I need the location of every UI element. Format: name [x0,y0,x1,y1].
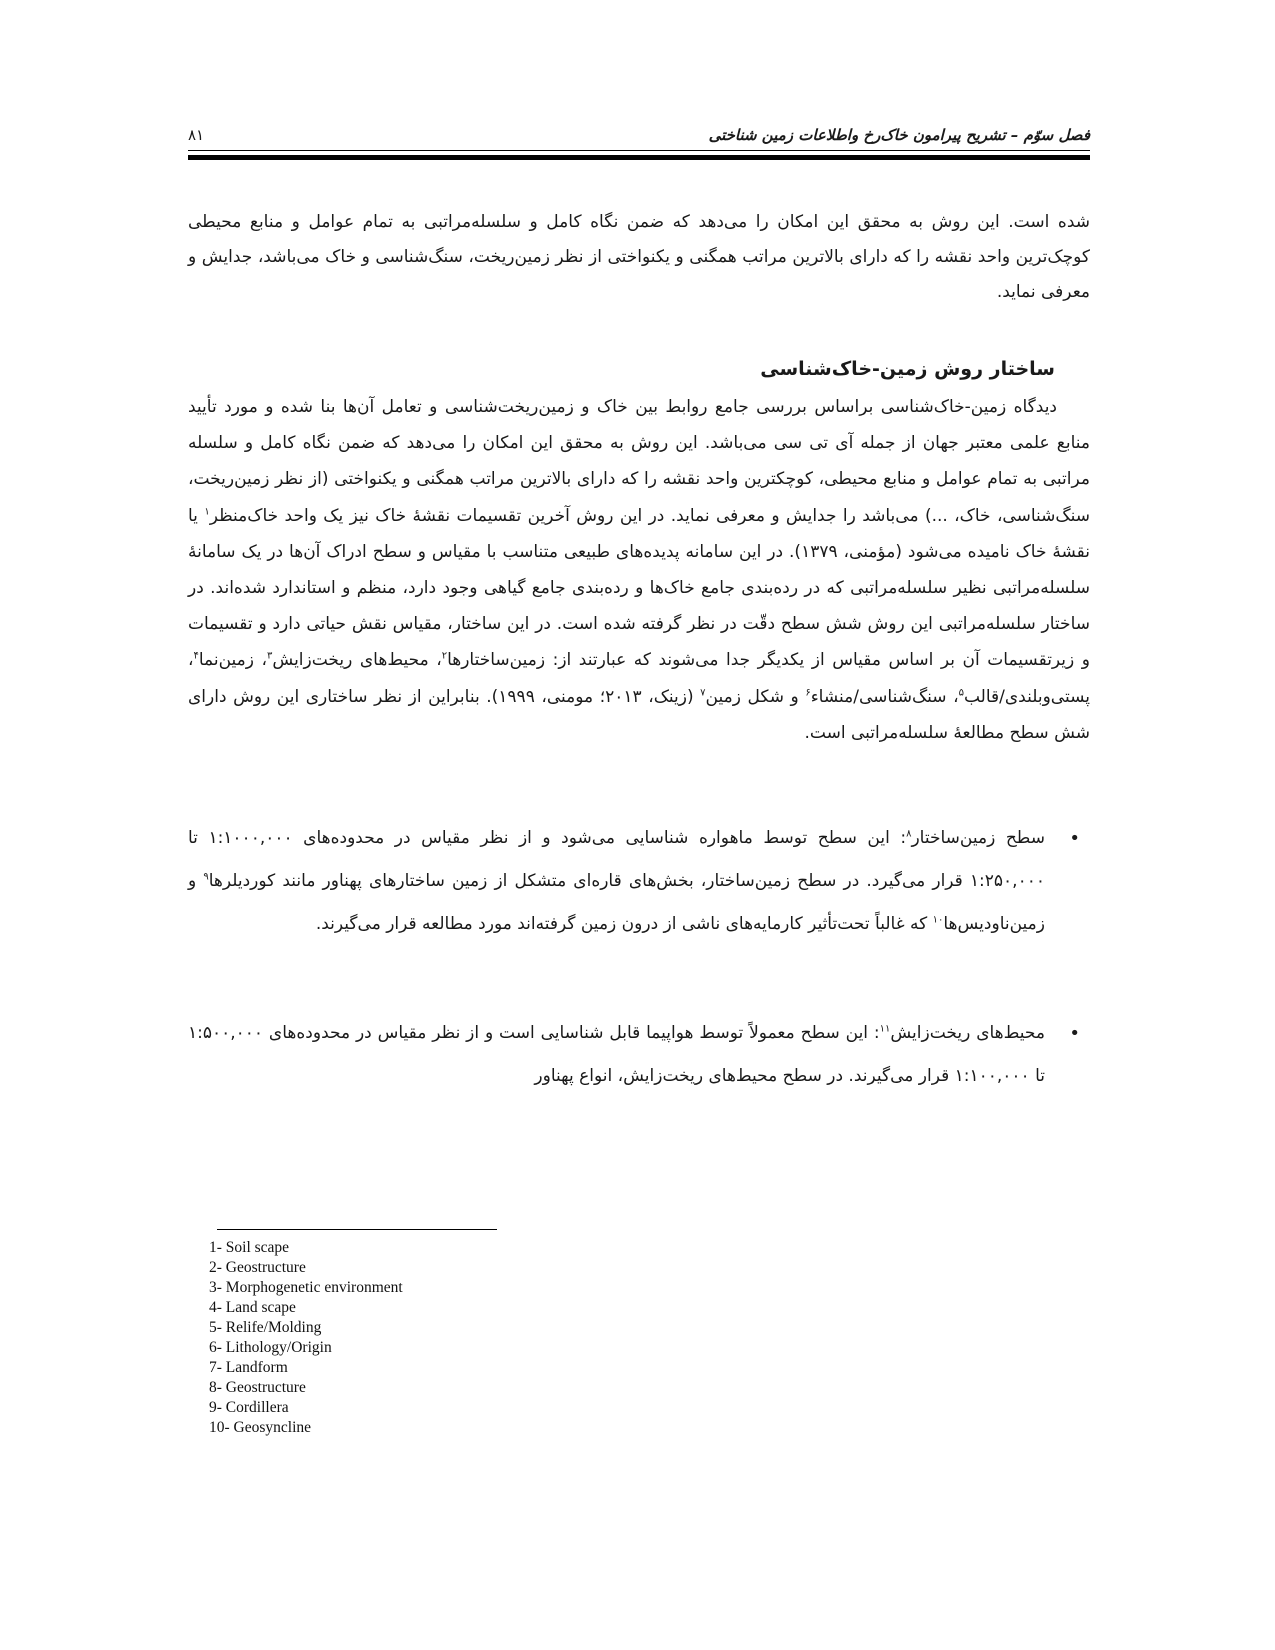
footnote-item: 6- Lithology/Origin [209,1339,332,1356]
footnote-item: 1- Soil scape [209,1239,290,1256]
footnote-item: 9- Cordillera [209,1399,289,1416]
footnote-ref: ۲ [441,650,448,662]
footnote-ref: ۵ [958,686,964,698]
main-paragraph: دیدگاه زمین-خاک‌شناسی براساس بررسی جامع روابط بین خاک و زمین‌ریخت‌شناسی و تعامل آن‌ها بنا شده و مورد تأیید منابع علمی معتبر جهان از جمله آی تی سی می‌باشد. این روش به محقق این امکان را می‌دهد که ضمن نگاه کامل و سلسله مراتبی به تمام عوامل و منابع محیطی، کوچکترین واحد نقشه را که دارای بالاترین مراتب همگنی و یکنواختی (از نظر زمین‌ریخت، سنگ‌شناسی، خاک، ...) می‌باشد را جدایش و معرفی نماید. در این روش آخرین تقسیمات نقشهٔ خاک نیز یک واحد خاک‌منظر$^۱$ یا نقشهٔ خاک نامیده می‌شود (مؤمنی، ۱۳۷۹). در این سامانه پدیده‌های طبیعی متناسب با مقیاس و سطح ادراک آن‌ها در یک سامانهٔ سلسله‌مراتبی نظیر سلسله‌مراتبی که در رده‌بندی جامع خاک‌ها و رده‌بندی جامع گیاهی وجود دارد، منظم و استاندارد شده‌اند. در ساختار سلسله‌مراتبی این روش شش سطح دقّت در نظر گرفته شده است. در این ساختار، مقیاس نقش حیاتی دارد و تقسیمات و زیرتقسیمات آن بر اساس مقیاس از یکدیگر جدا می‌شوند که عبارتند از: زمین‌ساختارها$^۲$، محیط‌های ریخت‌زایش$^۳$، زمین‌نما$^۴$، پستی‌وبلندی/قالب$^۵$، سنگ‌شناسی/منشاء$^۶$ و شکل زمین$^۷$ (زینک، ۲۰۱۳؛ مومنی، ۱۹۹۹). بنابراین از نظر ساختاری این روش دارای شش سطح مطالعهٔ سلسله‌مراتبی است. [188,397,1091,743]
header-rule-thin [188,150,1090,151]
page-header [188,124,1090,166]
bullet-morphogenetic: • محیط‌های ریخت‌زایش$^{۱۱}$: این سطح معمولاً توسط هواپیما قابل شناسایی است و از نظر مقیاس در محدوده‌های ۱:۵۰۰,۰۰۰ تا ۱:۱۰۰,۰۰۰ قرار می‌گیرند. در سطح محیط‌های ریخت‌زایش، انواع پهناور [188,1012,1090,1098]
footnote-item: 5- Relife/Molding [209,1319,322,1336]
footnote-ref: ۱۱ [879,1023,891,1035]
section-heading: ساختار روش زمین-خاک‌شناسی [760,358,1055,380]
footnote-ref: ۷ [700,686,706,698]
footnote-item: 2- Geostructure [209,1259,306,1276]
footnote-ref: ۱ [204,505,210,517]
footnote-ref: ۳ [267,650,273,662]
bullet-dot-icon: • [1069,1023,1080,1044]
bullet-dot-icon: • [1069,828,1080,849]
footnote-item: 7- Landform [209,1359,288,1376]
footnote-ref: ۹ [203,871,209,883]
intro-paragraph: شده است. این روش به محقق این امکان را می‌دهد که ضمن نگاه کامل و سلسله‌مراتبی به تمام عوامل و منابع محیطی کوچک‌ترین واحد نقشه را که دارای بالاترین مراتب همگنی و یکنواختی از نظر زمین‌ریخت، سنگ‌شناسی و خاک می‌باشد، جدایش و معرفی نماید. [188,212,1090,302]
header-rule-thick [188,155,1090,160]
footnote-separator [217,1229,497,1230]
footnote-item: 4- Land scape [209,1299,296,1316]
footnote-ref: ۱۰ [932,914,944,926]
page-number: ۸۱ [188,126,205,144]
footnote-item: 8- Geostructure [209,1379,306,1396]
footnote-item: 3- Morphogenetic environment [209,1279,403,1296]
footnote-ref: ۴ [193,650,199,662]
footnotes-list [209,1238,403,1438]
footnote-ref: ۶ [805,686,811,698]
chapter-title: فصل سوّم – تشریح پیرامون خاک‌رخ واطلاعات زمین شناختی [708,126,1090,144]
footnote-item: 10- Geosyncline [209,1419,312,1436]
bullet-geostructure: • سطح زمین‌ساختار$^۸$: این سطح توسط ماهواره شناسایی می‌شود و از نظر مقیاس در محدوده‌های ۱:۱۰۰۰,۰۰۰ تا ۱:۲۵۰,۰۰۰ قرار می‌گیرد. در سطح زمین‌ساختار، بخش‌های قاره‌ای متشکل از زمین ساختارهای پهناور مانند کوردیلرها$^۹$ و زمین‌ناودیس‌ها$^{۱۰}$ که غالباً تحت‌تأثیر کارمایه‌های ناشی از درون زمین گرفته‌اند مورد مطالعه قرار می‌گیرند. [188,817,1090,946]
footnote-ref: ۸ [906,828,912,840]
